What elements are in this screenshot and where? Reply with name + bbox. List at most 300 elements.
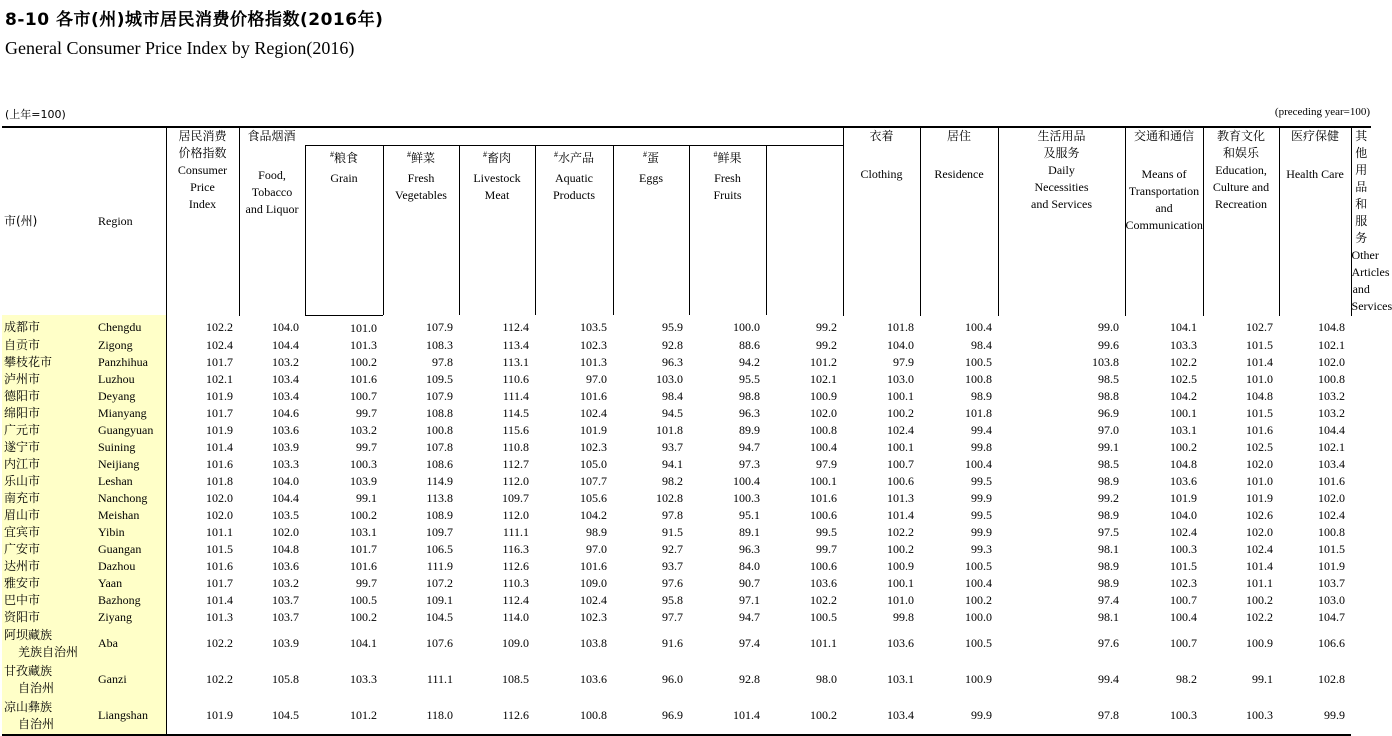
index-value-cell: 107.6 [426, 636, 453, 650]
region-name-cell: Deyang [92, 388, 166, 405]
index-value-cell: 104.4 [272, 490, 299, 505]
index-value-cell: 100.8 [426, 422, 453, 437]
index-value-cell: 97.8 [432, 354, 453, 369]
index-value-cell: 93.7 [662, 439, 683, 454]
index-value-cell: 100.4 [965, 456, 993, 471]
index-value-cell: 100.7 [1170, 592, 1198, 607]
table-row [2, 473, 1371, 490]
index-value-cell: 104.0 [1170, 507, 1198, 522]
index-value-cell: 99.1 [356, 490, 377, 505]
index-value-cell: 112.7 [502, 456, 529, 471]
city-name-line: 凉山彝族 [4, 699, 53, 714]
index-value-cell: 102.1 [810, 371, 838, 386]
index-value-cell: 101.8 [656, 422, 683, 437]
index-value-cell: 101.9 [166, 698, 239, 735]
city-name-line: 巴中市 [4, 592, 41, 607]
index-value-cell: 100.2 [350, 609, 377, 624]
index-value-cell: 103.0 [1318, 592, 1346, 607]
city-name-cell [2, 490, 92, 507]
index-value-cell: 93.7 [662, 558, 683, 573]
index-value-cell: 107.9 [426, 320, 453, 335]
city-name-line: 德阳市 [4, 388, 41, 403]
index-value-cell: 88.6 [739, 337, 760, 352]
index-value-cell: 98.1 [1098, 609, 1120, 624]
index-value-cell: 102.2 [166, 626, 239, 662]
index-value-cell: 98.4 [662, 388, 683, 403]
index-value-cell: 103.2 [1318, 388, 1346, 403]
index-value-cell: 103.6 [887, 636, 915, 650]
city-name-line: 内江市 [4, 456, 41, 471]
index-value-cell: 102.1 [1318, 439, 1346, 454]
index-value-cell: 98.9 [971, 388, 993, 403]
index-value-cell: 102.8 [1318, 672, 1346, 686]
index-value-cell: 98.9 [1098, 473, 1120, 488]
index-value-cell: 101.4 [1246, 354, 1274, 369]
index-value-cell: 102.4 [887, 422, 915, 437]
city-name-cell [2, 626, 92, 662]
city-name-cell [2, 439, 92, 456]
index-value-cell: 101.3 [887, 490, 915, 505]
table-row [2, 592, 1371, 609]
index-value-cell: 100.2 [887, 541, 915, 556]
index-value-cell: 110.6 [502, 371, 529, 386]
index-value-cell: 101.5 [1318, 541, 1346, 556]
index-value-cell: 99.6 [1098, 337, 1120, 352]
city-name-cell [2, 456, 92, 473]
table-row [2, 315, 1371, 337]
index-value-cell: 100.2 [887, 405, 915, 420]
index-value-cell: 100.1 [887, 439, 915, 454]
region-name-cell: Yaan [92, 575, 166, 592]
index-value-cell: 100.1 [810, 473, 838, 488]
index-value-cell: 98.1 [1098, 541, 1120, 556]
index-value-cell: 100.5 [965, 636, 993, 650]
header-city: 市(州) [2, 127, 92, 315]
index-value-cell: 99.1 [1098, 439, 1120, 454]
city-name-line: 达州市 [4, 558, 41, 573]
index-value-cell: 100.7 [887, 456, 915, 471]
city-name-cell [2, 575, 92, 592]
city-name-line: 南充市 [4, 490, 41, 505]
table-row [2, 456, 1371, 473]
header-education: 教育文化 和娱乐 Education, Culture and Recreation [1203, 127, 1279, 315]
region-name-cell: Guangan [92, 541, 166, 558]
index-value-cell: 99.5 [816, 524, 838, 539]
index-value-cell: 99.4 [971, 422, 993, 437]
header-meat: #畜肉 Livestock Meat [459, 146, 535, 315]
city-name-cell [2, 473, 92, 490]
city-name-cell [2, 662, 92, 698]
index-value-cell: 90.7 [739, 575, 760, 590]
index-value-cell: 100.5 [350, 592, 377, 607]
index-value-cell: 101.2 [810, 354, 838, 369]
index-value-cell: 100.0 [733, 320, 760, 335]
index-value-cell: 107.9 [426, 388, 453, 403]
region-name-cell: Ziyang [92, 609, 166, 626]
index-value-cell: 110.8 [502, 439, 529, 454]
index-value-cell: 96.3 [662, 354, 683, 369]
index-value-cell: 99.1 [1252, 672, 1274, 686]
header-clothing: 衣着 Clothing [843, 127, 920, 315]
index-value-cell: 116.3 [502, 541, 529, 556]
index-value-cell: 97.9 [816, 456, 838, 471]
city-name-cell [2, 698, 92, 735]
index-value-cell: 99.7 [356, 439, 377, 454]
header-transport: 交通和通信 Means of Transportation and Communication [1125, 127, 1203, 315]
index-value-cell: 111.4 [502, 388, 529, 403]
price-index-table [2, 126, 1392, 736]
table-row [2, 405, 1371, 422]
index-value-cell: 109.0 [502, 636, 529, 650]
index-value-cell: 92.7 [662, 541, 683, 556]
index-value-cell: 101.5 [1246, 337, 1274, 352]
index-value-cell: 102.0 [1246, 524, 1274, 539]
index-value-cell: 103.7 [1318, 575, 1346, 590]
index-value-cell: 92.8 [739, 672, 760, 686]
index-value-cell: 112.4 [502, 592, 529, 607]
index-value-cell: 99.2 [816, 337, 838, 352]
index-value-cell: 98.9 [1098, 507, 1120, 522]
index-value-cell: 98.4 [971, 337, 993, 352]
index-value-cell: 89.1 [739, 524, 760, 539]
index-value-cell: 97.0 [586, 541, 607, 556]
index-value-cell: 109.5 [426, 371, 453, 386]
index-value-cell: 101.7 [166, 575, 239, 592]
index-value-cell: 111.9 [426, 558, 453, 573]
index-value-cell: 84.0 [739, 558, 760, 573]
index-value-cell: 100.3 [733, 490, 760, 505]
index-value-cell: 102.7 [1246, 320, 1274, 335]
city-name-cell [2, 592, 92, 609]
table-row [2, 354, 1371, 371]
index-value-cell: 95.5 [739, 371, 760, 386]
index-value-cell: 101.7 [166, 405, 239, 422]
index-value-cell: 99.5 [971, 473, 993, 488]
index-value-cell: 104.1 [1170, 320, 1198, 335]
city-name-line: 自治州 [18, 680, 55, 695]
index-value-cell: 103.3 [350, 672, 377, 686]
index-value-cell: 103.4 [1318, 456, 1346, 471]
index-value-cell: 105.6 [580, 490, 607, 505]
index-value-cell: 114.0 [502, 609, 529, 624]
index-value-cell: 98.9 [1098, 575, 1120, 590]
index-value-cell: 99.8 [971, 439, 993, 454]
index-value-cell: 98.2 [1176, 672, 1198, 686]
index-value-cell: 104.5 [426, 609, 453, 624]
index-value-cell: 97.8 [662, 507, 683, 522]
header-health: 医疗保健 Health Care [1279, 127, 1351, 315]
index-value-cell: 104.7 [1318, 609, 1346, 624]
index-value-cell: 102.0 [1318, 354, 1346, 369]
city-name-cell [2, 524, 92, 541]
city-name-cell [2, 354, 92, 371]
index-value-cell: 103.1 [887, 672, 915, 686]
index-value-cell: 112.0 [502, 473, 529, 488]
index-value-cell: 103.8 [580, 636, 607, 650]
index-value-cell: 100.4 [810, 439, 838, 454]
index-value-cell: 101.1 [810, 636, 838, 650]
index-value-cell: 100.4 [1170, 609, 1198, 624]
index-value-cell: 100.9 [887, 558, 915, 573]
city-name-line: 眉山市 [4, 507, 41, 522]
index-value-cell: 100.0 [965, 609, 993, 624]
index-value-cell: 107.2 [426, 575, 453, 590]
index-value-cell: 97.8 [998, 698, 1125, 735]
index-value-cell: 102.4 [166, 337, 239, 354]
city-name-line: 阿坝藏族 [4, 627, 53, 642]
index-value-cell: 105.0 [580, 456, 607, 471]
index-value-cell: 101.4 [166, 592, 239, 609]
index-value-cell: 100.8 [1318, 371, 1346, 386]
index-value-cell: 102.5 [1170, 371, 1198, 386]
index-value-cell: 104.5 [239, 698, 305, 735]
header-residence: 居住 Residence [920, 127, 998, 315]
index-value-cell: 102.0 [810, 405, 838, 420]
index-value-cell: 102.2 [166, 662, 239, 698]
index-value-cell: 99.9 [971, 490, 993, 505]
index-value-cell: 101.6 [1318, 473, 1346, 488]
index-value-cell: 89.9 [739, 422, 760, 437]
index-value-cell: 102.0 [1246, 456, 1274, 471]
index-value-cell: 109.7 [426, 524, 453, 539]
index-value-cell: 99.7 [816, 541, 838, 556]
index-value-cell: 96.3 [739, 405, 760, 420]
index-value-cell: 95.9 [662, 320, 683, 335]
index-value-cell: 100.9 [810, 388, 838, 403]
index-value-cell: 102.3 [580, 439, 607, 454]
header-grain: #粮食 Grain [305, 146, 383, 315]
header-food: Food, Tobacco and Liquor [239, 146, 305, 316]
index-value-cell: 118.0 [383, 698, 459, 735]
index-value-cell: 99.2 [1098, 490, 1120, 505]
index-value-cell: 103.9 [272, 636, 299, 650]
table-row [2, 422, 1371, 439]
index-value-cell: 102.3 [580, 337, 607, 352]
base-year-note-english: (preceding year=100) [1274, 106, 1370, 118]
table-row [2, 337, 1371, 354]
index-value-cell: 97.0 [586, 371, 607, 386]
index-value-cell: 97.0 [1098, 422, 1120, 437]
index-value-cell: 97.7 [662, 609, 683, 624]
index-value-cell: 103.4 [843, 698, 920, 735]
header-aquatic: #水产品 Aquatic Products [535, 146, 613, 315]
index-value-cell: 103.4 [272, 388, 299, 403]
index-value-cell: 101.5 [1246, 405, 1274, 420]
index-value-cell: 98.5 [1098, 456, 1120, 471]
city-name-line: 遂宁市 [4, 439, 41, 454]
index-value-cell: 97.5 [1098, 524, 1120, 539]
index-value-cell: 109.7 [502, 490, 529, 505]
table-row [2, 558, 1371, 575]
header-region: Region [92, 127, 166, 315]
index-value-cell: 102.0 [166, 507, 239, 524]
index-value-cell: 99.9 [971, 524, 993, 539]
region-name-cell: Neijiang [92, 456, 166, 473]
index-value-cell: 99.9 [920, 698, 998, 735]
index-value-cell: 102.4 [580, 592, 607, 607]
index-value-cell: 101.3 [166, 609, 239, 626]
city-name-line: 广安市 [4, 541, 41, 556]
index-value-cell: 99.5 [971, 507, 993, 522]
index-value-cell: 108.3 [426, 337, 453, 352]
index-value-cell: 99.2 [816, 320, 838, 335]
index-value-cell: 101.9 [1170, 490, 1198, 505]
index-value-cell: 101.1 [1246, 575, 1274, 590]
index-value-cell: 100.8 [965, 371, 993, 386]
index-value-cell: 112.6 [459, 698, 535, 735]
city-name-line: 自治州 [18, 716, 55, 731]
city-name-line: 泸州市 [4, 371, 41, 386]
index-value-cell: 101.4 [1246, 558, 1274, 573]
city-name-line: 广元市 [4, 422, 41, 437]
index-value-cell: 102.2 [810, 592, 838, 607]
index-value-cell: 103.9 [272, 439, 299, 454]
index-value-cell: 101.5 [1170, 558, 1198, 573]
index-value-cell: 100.4 [965, 575, 993, 590]
index-value-cell: 94.1 [662, 456, 683, 471]
index-value-cell: 103.0 [656, 371, 683, 386]
index-value-cell: 106.5 [426, 541, 453, 556]
index-value-cell: 100.6 [887, 473, 915, 488]
table-title-english: General Consumer Price Index by Region(2016) [5, 38, 355, 58]
index-value-cell: 101.5 [166, 541, 239, 558]
index-value-cell: 100.5 [965, 558, 993, 573]
index-value-cell: 101.4 [887, 507, 915, 522]
index-value-cell: 98.5 [1098, 371, 1120, 386]
index-value-cell: 100.9 [1246, 636, 1274, 650]
header-fruits: #鲜果 Fresh Fruits [689, 146, 766, 315]
region-name-cell: Suining [92, 439, 166, 456]
index-value-cell: 101.6 [810, 490, 838, 505]
region-name-cell: Liangshan [92, 698, 166, 735]
city-name-cell [2, 507, 92, 524]
index-value-cell: 100.2 [965, 592, 993, 607]
index-value-cell: 100.2 [350, 354, 377, 369]
index-value-cell: 92.8 [662, 337, 683, 352]
index-value-cell: 100.2 [1246, 592, 1274, 607]
index-value-cell: 104.8 [1170, 456, 1198, 471]
city-name-line: 雅安市 [4, 575, 41, 590]
table-row [2, 388, 1371, 405]
index-value-cell: 104.8 [272, 541, 299, 556]
index-value-cell: 100.3 [1125, 698, 1203, 735]
city-name-cell [2, 422, 92, 439]
index-value-cell: 101.0 [350, 320, 377, 335]
index-value-cell: 101.0 [887, 592, 915, 607]
index-value-cell: 114.9 [426, 473, 453, 488]
table-row [2, 541, 1371, 558]
index-value-cell: 94.7 [739, 609, 760, 624]
index-value-cell: 101.6 [580, 558, 607, 573]
city-name-cell [2, 405, 92, 422]
index-value-cell: 94.7 [739, 439, 760, 454]
index-value-cell: 101.6 [1246, 422, 1274, 437]
table-row [2, 575, 1371, 592]
index-value-cell: 103.3 [272, 456, 299, 471]
index-value-cell: 100.6 [810, 558, 838, 573]
index-value-cell: 104.6 [272, 405, 299, 420]
city-name-line: 甘孜藏族 [4, 663, 53, 678]
region-name-cell: Leshan [92, 473, 166, 490]
index-value-cell: 107.8 [426, 439, 453, 454]
index-value-cell: 104.1 [350, 636, 377, 650]
index-value-cell: 103.6 [272, 558, 299, 573]
index-value-cell: 102.0 [272, 524, 299, 539]
city-name-cell [2, 609, 92, 626]
index-value-cell: 113.8 [426, 490, 453, 505]
index-value-cell: 103.5 [272, 507, 299, 522]
header-fruits-spacer [766, 146, 843, 315]
index-value-cell: 112.4 [502, 320, 529, 335]
index-value-cell: 103.2 [1318, 405, 1346, 420]
region-name-cell: Zigong [92, 337, 166, 354]
index-value-cell: 101.9 [580, 422, 607, 437]
index-value-cell: 100.1 [1170, 405, 1198, 420]
index-value-cell: 91.5 [662, 524, 683, 539]
city-name-line: 羌族自治州 [18, 644, 79, 659]
index-value-cell: 104.0 [887, 337, 915, 352]
index-value-cell: 105.8 [272, 672, 299, 686]
header-eggs: #蛋 Eggs [613, 146, 689, 315]
index-value-cell: 101.2 [305, 698, 383, 735]
index-value-cell: 97.9 [893, 354, 915, 369]
index-value-cell: 94.2 [739, 354, 760, 369]
city-name-line: 资阳市 [4, 609, 41, 624]
table-row [2, 524, 1371, 541]
index-value-cell: 91.6 [662, 636, 683, 650]
index-value-cell: 103.2 [272, 354, 299, 369]
index-value-cell: 102.3 [1170, 575, 1198, 590]
region-name-cell: Meishan [92, 507, 166, 524]
index-value-cell: 104.4 [1318, 422, 1346, 437]
index-value-cell: 103.1 [350, 524, 377, 539]
index-value-cell: 99.9 [1279, 698, 1351, 735]
index-value-cell: 108.5 [502, 672, 529, 686]
header-cpi: 居民消费 价格指数 Consumer Price Index [166, 127, 239, 315]
index-value-cell: 102.4 [580, 405, 607, 420]
region-name-cell: Dazhou [92, 558, 166, 575]
index-value-cell: 103.9 [350, 473, 377, 488]
index-value-cell: 102.1 [1318, 337, 1346, 352]
index-value-cell: 112.6 [502, 558, 529, 573]
index-value-cell: 100.7 [1170, 636, 1198, 650]
index-value-cell: 103.7 [272, 609, 299, 624]
index-value-cell: 100.2 [1170, 439, 1198, 454]
index-value-cell: 99.4 [1098, 672, 1120, 686]
index-value-cell: 101.6 [350, 558, 377, 573]
index-value-cell: 101.8 [965, 405, 993, 420]
index-value-cell: 114.5 [502, 405, 529, 420]
index-value-cell: 113.1 [502, 354, 529, 369]
index-value-cell: 102.2 [166, 315, 239, 337]
index-value-cell: 100.1 [887, 575, 915, 590]
index-value-cell: 101.6 [350, 371, 377, 386]
index-value-cell: 100.7 [350, 388, 377, 403]
index-value-cell: 102.0 [166, 490, 239, 507]
index-value-cell: 108.9 [426, 507, 453, 522]
header-daily: 生活用品 及服务 Daily Necessities and Services [998, 127, 1125, 315]
region-name-cell: Panzhihua [92, 354, 166, 371]
index-value-cell: 98.8 [739, 388, 760, 403]
index-value-cell: 109.1 [426, 592, 453, 607]
index-value-cell: 100.8 [1318, 524, 1346, 539]
region-name-cell: Guangyuan [92, 422, 166, 439]
index-value-cell: 104.0 [272, 320, 299, 335]
index-value-cell: 97.6 [662, 575, 683, 590]
index-value-cell: 104.4 [272, 337, 299, 352]
index-value-cell: 107.7 [580, 473, 607, 488]
index-value-cell: 101.7 [166, 354, 239, 371]
